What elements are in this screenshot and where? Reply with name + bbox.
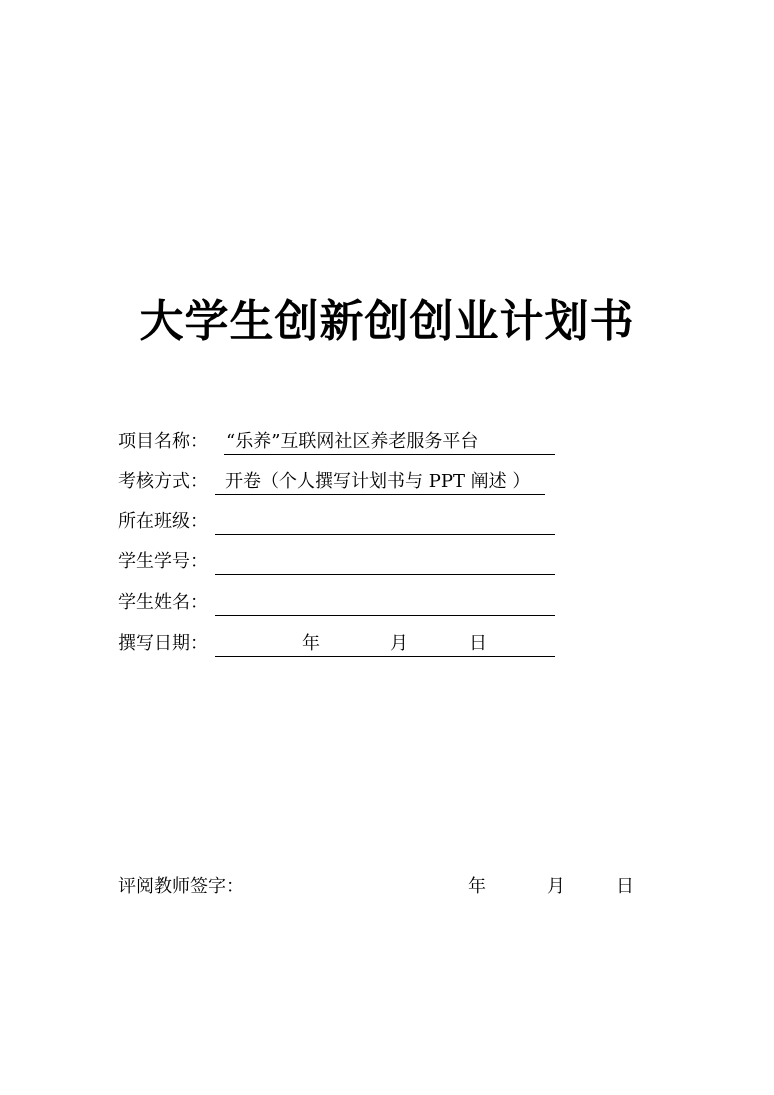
class-label: 所在班级：	[118, 511, 208, 532]
student-name-label: 学生姓名：	[118, 592, 208, 613]
student-id-underline	[215, 574, 555, 575]
document-title: 大学生创新创创业计划书	[139, 296, 635, 347]
class-underline	[215, 534, 555, 535]
teacher-signature-label: 评阅教师签字：	[118, 876, 244, 897]
write-date-year: 年	[302, 633, 320, 654]
student-name-underline	[215, 615, 555, 616]
signature-month: 月	[547, 876, 565, 897]
project-name-label: 项目名称：	[118, 431, 208, 452]
project-name-underline	[224, 454, 555, 455]
exam-method-value: 开卷（个人撰写计划书与 PPT 阐述 ）	[225, 471, 531, 492]
exam-method-underline	[215, 494, 545, 495]
signature-day: 日	[616, 876, 634, 897]
write-date-month: 月	[390, 633, 408, 654]
student-id-label: 学生学号：	[118, 551, 208, 572]
project-name-value: “乐养”互联网社区养老服务平台	[226, 431, 479, 452]
signature-year: 年	[468, 876, 486, 897]
write-date-label: 撰写日期：	[118, 633, 208, 654]
teacher-signature-row	[118, 873, 658, 901]
write-date-underline	[215, 656, 555, 657]
write-date-day: 日	[469, 633, 487, 654]
exam-method-label: 考核方式：	[118, 471, 208, 492]
